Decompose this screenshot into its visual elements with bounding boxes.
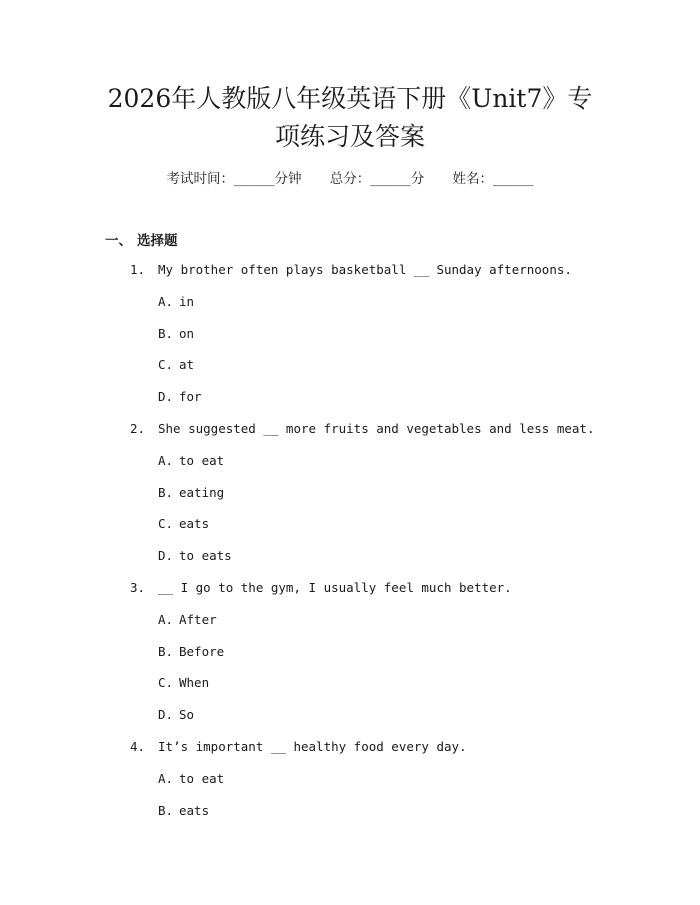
answer-option <box>0 768 700 800</box>
option-label: B. <box>158 484 174 500</box>
section-title: 选择题 <box>137 233 178 249</box>
option-label: A. <box>158 611 174 627</box>
option-text: to eats <box>179 548 232 564</box>
section-number: 一、 <box>105 233 132 249</box>
option-text: When <box>179 675 210 691</box>
answer-option <box>0 609 700 641</box>
answer-option <box>0 354 700 386</box>
question-number: 1. <box>130 262 146 277</box>
answer-option <box>0 704 700 736</box>
question-number: 3. <box>130 579 146 595</box>
option-text: So <box>179 707 195 723</box>
option-label: C. <box>158 357 174 373</box>
option-text: eating <box>179 484 225 500</box>
answer-option <box>0 800 700 832</box>
question-text: It’s important __ healthy food every day. <box>158 738 467 754</box>
answer-option <box>0 641 700 673</box>
option-label: D. <box>158 548 174 564</box>
title-line-2: 项练习及答案 <box>274 122 425 151</box>
answer-option <box>0 291 700 323</box>
exam-total-score: 总分：______分 <box>329 171 425 187</box>
option-label: A. <box>158 452 174 468</box>
question-text: She suggested __ more fruits and vegetables and less meat. <box>158 420 595 436</box>
option-text: at <box>179 357 195 373</box>
question-item <box>0 577 700 609</box>
option-label: D. <box>158 707 174 723</box>
option-text: After <box>179 611 217 627</box>
question-item <box>0 259 700 291</box>
option-label: A. <box>158 770 174 786</box>
option-text: to eat <box>179 770 225 786</box>
question-item <box>0 418 700 450</box>
option-text: to eat <box>179 452 225 468</box>
question-item <box>0 736 700 768</box>
answer-option <box>0 513 700 545</box>
option-label: B. <box>158 325 174 341</box>
answer-option <box>0 482 700 514</box>
exam-meta <box>0 167 700 187</box>
option-label: B. <box>158 643 174 659</box>
option-text: eats <box>179 802 210 818</box>
option-text: for <box>179 389 202 405</box>
student-name: 姓名：______ <box>452 171 534 187</box>
option-label: A. <box>158 293 174 309</box>
option-label: B. <box>158 802 174 818</box>
option-text: in <box>179 293 195 309</box>
option-label: C. <box>158 516 174 532</box>
exam-time: 考试时间：______分钟 <box>166 171 302 187</box>
question-list <box>0 259 700 831</box>
title-line-1: 2026年人教版八年级英语下册《Unit7》专 <box>107 84 593 113</box>
answer-option <box>0 323 700 355</box>
option-text: eats <box>179 516 210 532</box>
question-text: My brother often plays basketball __ Sunday afternoons. <box>158 262 572 277</box>
page-title <box>60 80 640 156</box>
option-label: D. <box>158 389 174 405</box>
option-text: on <box>179 325 195 341</box>
option-label: C. <box>158 675 174 691</box>
question-text: __ I go to the gym, I usually feel much better. <box>158 579 512 595</box>
answer-option <box>0 545 700 577</box>
option-text: Before <box>179 643 225 659</box>
answer-option <box>0 386 700 418</box>
answer-option <box>0 450 700 482</box>
section-heading <box>105 229 178 249</box>
question-number: 2. <box>130 420 146 436</box>
answer-option <box>0 672 700 704</box>
question-number: 4. <box>130 738 146 754</box>
